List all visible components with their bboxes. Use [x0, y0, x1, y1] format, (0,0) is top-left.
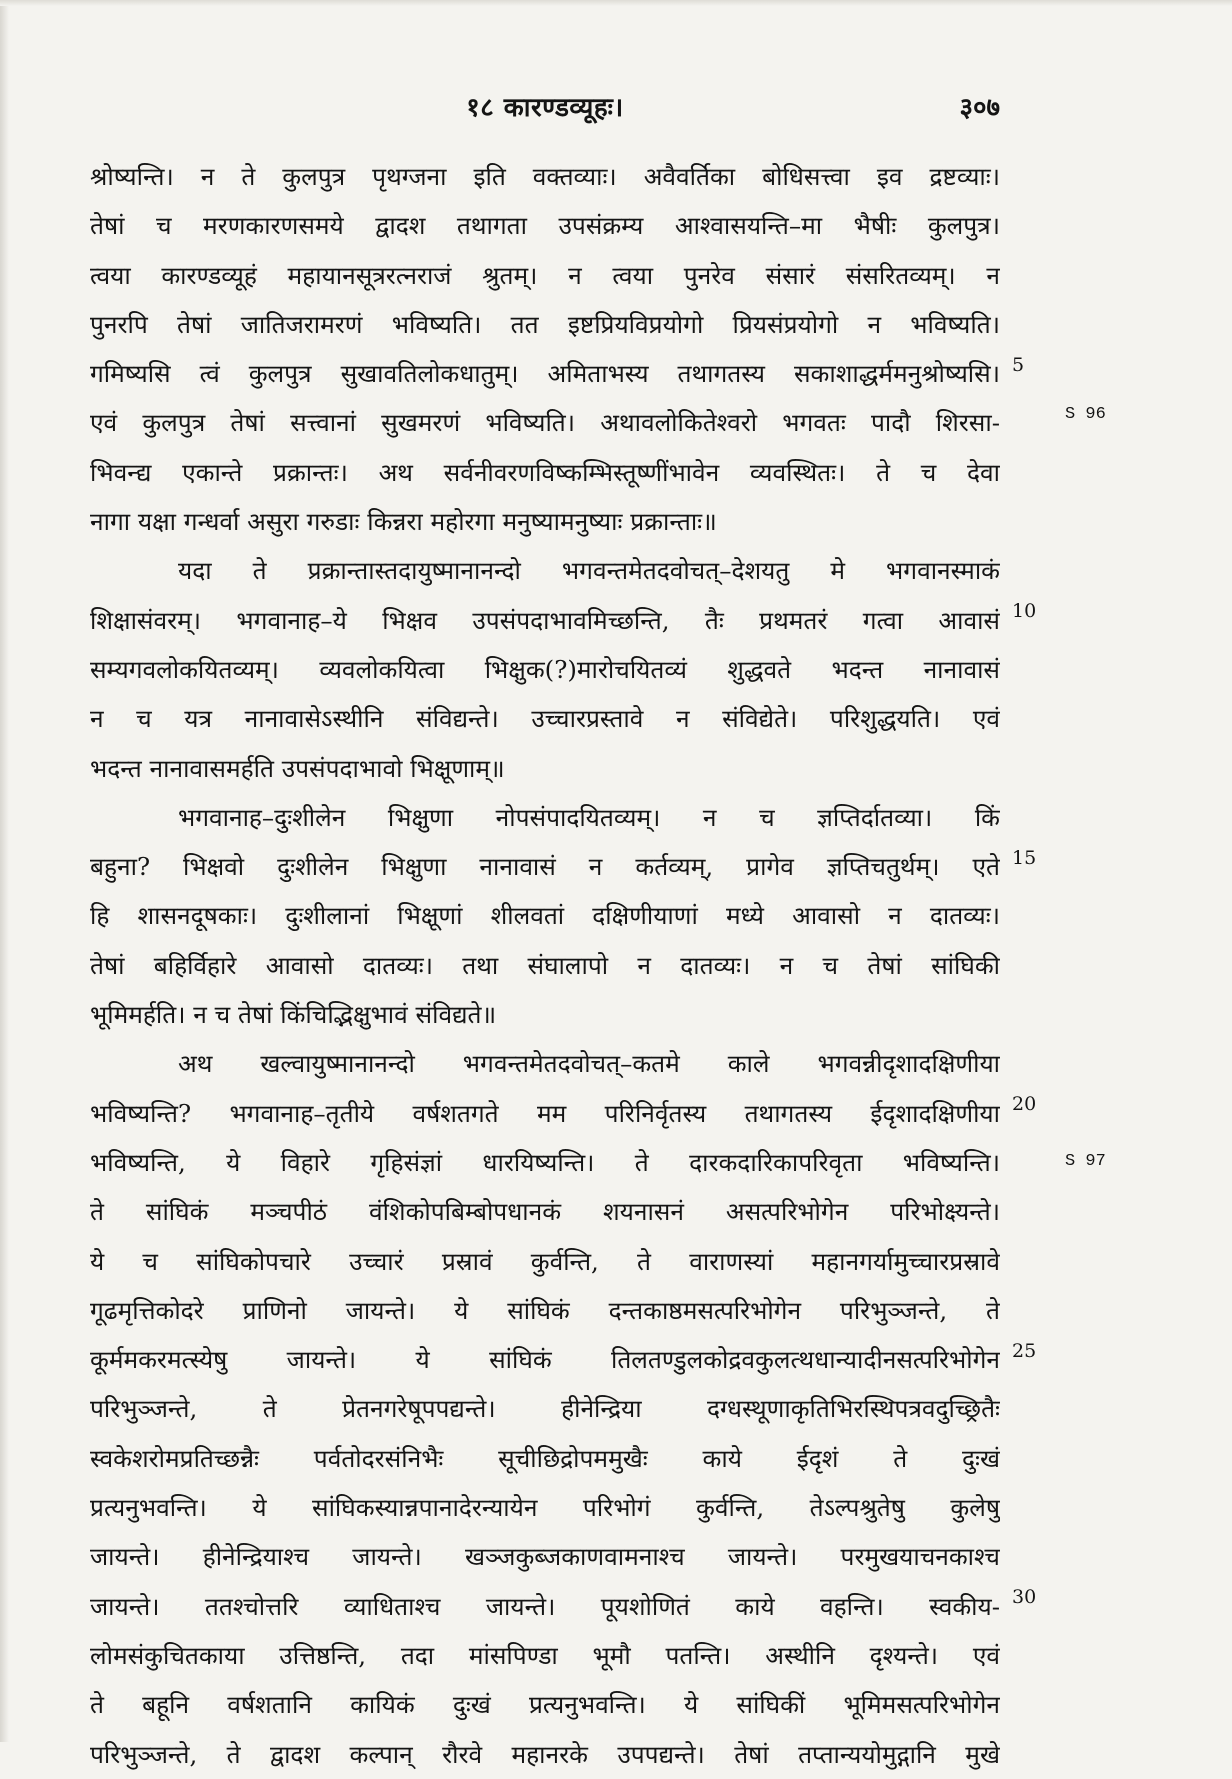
text-line-33: परिभुञ्जन्ते, ते द्वादश कल्पान् रौरवे महानरके उपपद्यन्ते। तेषां तप्तान्ययोमुद्गानि मुखे — [90, 1739, 1000, 1769]
text-line-13: भदन्त नानावासमर्हति उपसंपदाभावो भिक्षूणाम्॥ — [90, 753, 505, 783]
line-number-25: 25 — [1012, 1340, 1037, 1362]
text-line-17: तेषां बहिर्विहारे आवासो दातव्यः। तथा संघालापो न दातव्यः। न च तेषां सांघिकी — [90, 950, 1000, 980]
line-number-15: 15 — [1012, 847, 1037, 869]
text-line-20: भविष्यन्ति? भगवानाह–तृतीये वर्षशतगते मम परिनिर्वृतस्य तथागतस्य ईदृशादक्षिणीया — [90, 1098, 1000, 1128]
text-line-27: स्वकेशरोमप्रतिच्छन्नैः पर्वतोदरसंनिभैः सूचीछिद्रोपममुखैः काये ईदृशं ते दुःखं — [90, 1443, 1000, 1473]
text-line-8: नागा यक्षा गन्धर्वा असुरा गरुडाः किन्नरा महोरगा मनुष्यामनुष्याः प्रक्रान्ताः॥ — [90, 507, 717, 537]
text-line-29: जायन्ते। हीनेन्द्रियाश्च जायन्ते। खञ्जकुब्जकाणवामनाश्च जायन्ते। परमुखयाचनकाश्च — [90, 1542, 1000, 1572]
text-line-24: गूढमृत्तिकोदरे प्राणिनो जायन्ते। ये सांघिकं दन्तकाष्ठमसत्परिभोगेन परिभुञ्जन्ते, ते — [90, 1295, 1000, 1325]
text-line-1: श्रोष्यन्ति। न ते कुलपुत्र पृथग्जना इति वक्तव्याः। अवैवर्तिका बोधिसत्त्वा इव द्रष्टव्याः। — [90, 162, 1000, 191]
text-line-32: ते बहूनि वर्षशतानि कायिकं दुःखं प्रत्यनुभवन्ति। ये सांघिकीं भूमिमसत्परिभोगेन — [90, 1690, 1000, 1720]
text-line-18: भूमिमर्हति। न च तेषां किंचिद्भिक्षुभावं संविद्यते॥ — [90, 1000, 497, 1030]
text-line-30: जायन्ते। ततश्चोत्तरि व्याधिताश्च जायन्ते। पूयशोणितं काये वहन्ति। स्वकीय- — [90, 1591, 1000, 1621]
text-line-2: तेषां च मरणकारणसमये द्वादश तथागता उपसंक्रम्य आश्वासयन्ति–मा भैषीः कुलपुत्र। — [90, 211, 1000, 241]
text-line-19: अथ खल्वायुष्मानानन्दो भगवन्तमेतदवोचत्–कतमे काले भगवन्नीदृशादक्षिणीया — [178, 1049, 1000, 1079]
text-line-15: बहुना? भिक्षवो दुःशीलेन भिक्षुणा नानावासं न कर्तव्यम्, प्रागेव ज्ञप्तिचतुर्थम्। एते — [90, 852, 1000, 882]
body-text — [90, 152, 1000, 1779]
text-line-12: न च यत्र नानावासेऽस्थीनि संविद्यन्ते। उच्चारप्रस्तावे न संविद्येते। परिशुद्धयति। एवं — [90, 704, 1000, 734]
text-line-3: त्वया कारण्डव्यूहं महायानसूत्ररत्नराजं श्रुतम्। न त्वया पुनरेव संसारं संसरितव्यम्। न — [90, 260, 1000, 290]
text-line-7: भिवन्द्य एकान्ते प्रक्रान्तः। अथ सर्वनीवरणविष्कम्भिस्तूष्णींभावेन व्यवस्थितः। ते च देवा — [90, 457, 1000, 487]
line-number-20: 20 — [1012, 1093, 1037, 1115]
text-line-4: पुनरपि तेषां जातिजरामरणं भविष्यति। तत इष्टप्रियविप्रयोगो प्रियसंप्रयोगो न भविष्यति। — [90, 309, 1000, 339]
text-line-28: प्रत्यनुभवन्ति। ये सांघिकस्यान्नपानादेरन्यायेन परिभोगं कुर्वन्ति, तेऽल्पश्रुतेषु कुलेषु — [90, 1493, 1000, 1523]
text-line-10: शिक्षासंवरम्। भगवानाह–ये भिक्षव उपसंपदाभावमिच्छन्ति, तैः प्रथमतरं गत्वा आवासं — [90, 605, 1000, 635]
text-line-5: गमिष्यसि त्वं कुलपुत्र सुखावतिलोकधातुम्। अमिताभस्य तथागतस्य सकाशाद्धर्ममनुश्रोष्यसि। — [90, 359, 1000, 389]
page-left-edge — [0, 0, 9, 1742]
page-number: ३०७ — [959, 93, 1000, 123]
text-line-22: ते सांघिकं मञ्चपीठं वंशिकोपबिम्बोपधानकं शयनासनं असत्परिभोगेन परिभोक्ष्यन्ते। — [90, 1197, 1000, 1227]
text-line-23: ये च सांघिकोपचारे उच्चारं प्रस्रावं कुर्वन्ति, ते वाराणस्यां महानगर्यामुच्चारप्रस्रावे — [90, 1246, 1000, 1276]
text-line-26: परिभुञ्जन्ते, ते प्रेतनगरेषूपपद्यन्ते। हीनेन्द्रिया दग्धस्थूणाकृतिभिरस्थिपत्रवदुच्छ्रितैः — [90, 1394, 1000, 1424]
margin-ref-s96: S 96 — [1065, 405, 1106, 424]
page-top-edge — [0, 0, 1232, 6]
text-line-31: लोमसंकुचितकाया उत्तिष्ठन्ति, तदा मांसपिण्डा भूमौ पतन्ति। अस्थीनि दृश्यन्ते। एवं — [90, 1640, 1000, 1670]
running-title: १८ कारण्डव्यूहः। — [466, 93, 624, 123]
text-line-11: सम्यगवलोकयितव्यम्। व्यवलोकयित्वा भिक्षुक(?)मारोचयितव्यं शुद्धवते भदन्त नानावासं — [90, 654, 1000, 684]
text-line-6: एवं कुलपुत्र तेषां सत्त्वानां सुखमरणं भविष्यति। अथावलोकितेश्वरो भगवतः पादौ शिरसा- — [90, 408, 1000, 438]
margin-ref-s97: S 97 — [1065, 1152, 1106, 1171]
text-line-9: यदा ते प्रक्रान्तास्तदायुष्मानानन्दो भगवन्तमेतदवोचत्–देशयतु मे भगवानस्माकं — [178, 556, 1000, 586]
line-number-5: 5 — [1012, 354, 1025, 376]
line-number-10: 10 — [1012, 600, 1037, 622]
text-line-21: भविष्यन्ति, ये विहारे गृहिसंज्ञां धारयिष्यन्ति। ते दारकदारिकापरिवृता भविष्यन्ति। — [90, 1147, 1000, 1177]
page-header — [90, 88, 1000, 128]
line-number-30: 30 — [1012, 1586, 1037, 1608]
text-line-16: हि शासनदूषकाः। दुःशीलानां भिक्षूणां शीलवतां दक्षिणीयाणां मध्ये आवासो न दातव्यः। — [90, 901, 1000, 931]
text-line-25: कूर्ममकरमत्स्येषु जायन्ते। ये सांघिकं तिलतण्डुलकोद्रवकुलत्थधान्यादीनसत्परिभोगेन — [90, 1345, 1000, 1375]
text-line-14: भगवानाह–दुःशीलेन भिक्षुणा नोपसंपादयितव्यम्। न च ज्ञप्तिर्दातव्या। किं — [178, 802, 1000, 832]
